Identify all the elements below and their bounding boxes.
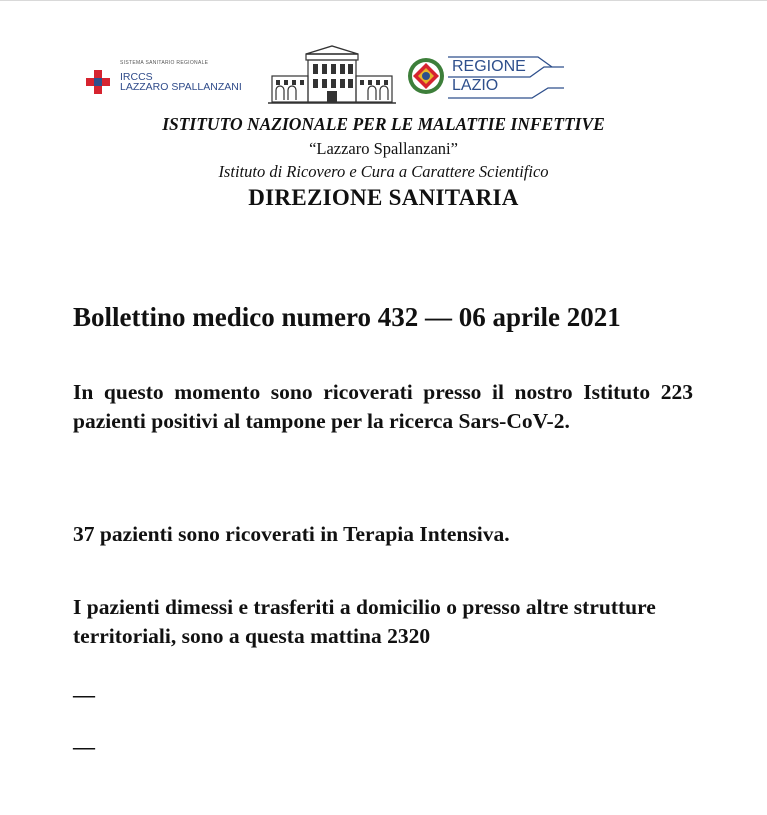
irccs-label: IRCCS — [120, 71, 153, 83]
irccs-logo — [84, 58, 264, 98]
department-title: DIREZIONE SANITARIA — [248, 185, 519, 210]
red-cross-icon — [86, 70, 110, 94]
paragraph-discharged: I pazienti dimessi e trasferiti a domicilio o presso altre strutture territoriali, sono a questa mattina 2320 — [73, 595, 656, 648]
institute-building-icon — [268, 44, 396, 108]
bulletin-title: Bollettino medico numero 432 — 06 aprile 2021 — [73, 302, 621, 332]
paragraph-intensive-care: 37 pazienti sono ricoverati in Terapia Intensiva. — [73, 522, 510, 546]
institute-name: ISTITUTO NAZIONALE PER LE MALATTIE INFETTIVE — [162, 114, 605, 134]
institute-subtitle: Istituto di Ricovero e Cura a Carattere Scientifico — [218, 162, 549, 181]
separator-dash: — — [73, 734, 95, 759]
lazio-label: LAZIO — [452, 77, 499, 94]
irccs-system-label: SISTEMA SANITARIO REGIONALE — [120, 60, 209, 66]
regione-lazio-logo — [406, 56, 566, 100]
regione-wordmark — [448, 56, 566, 100]
separator-dash: — — [73, 682, 95, 707]
institute-dedication: “Lazzaro Spallanzani” — [309, 139, 458, 158]
spallanzani-label: LAZZARO SPALLANZANI — [120, 81, 242, 93]
regione-label: REGIONE — [452, 58, 526, 75]
top-border — [0, 0, 767, 1]
header-logos — [84, 44, 584, 108]
regione-emblem-icon — [406, 56, 446, 96]
paragraph-hospitalized: In questo momento sono ricoverati presso il nostro Istituto 223 pazienti positivi al tampone per la ricerca Sars-CoV-2. — [73, 380, 693, 433]
